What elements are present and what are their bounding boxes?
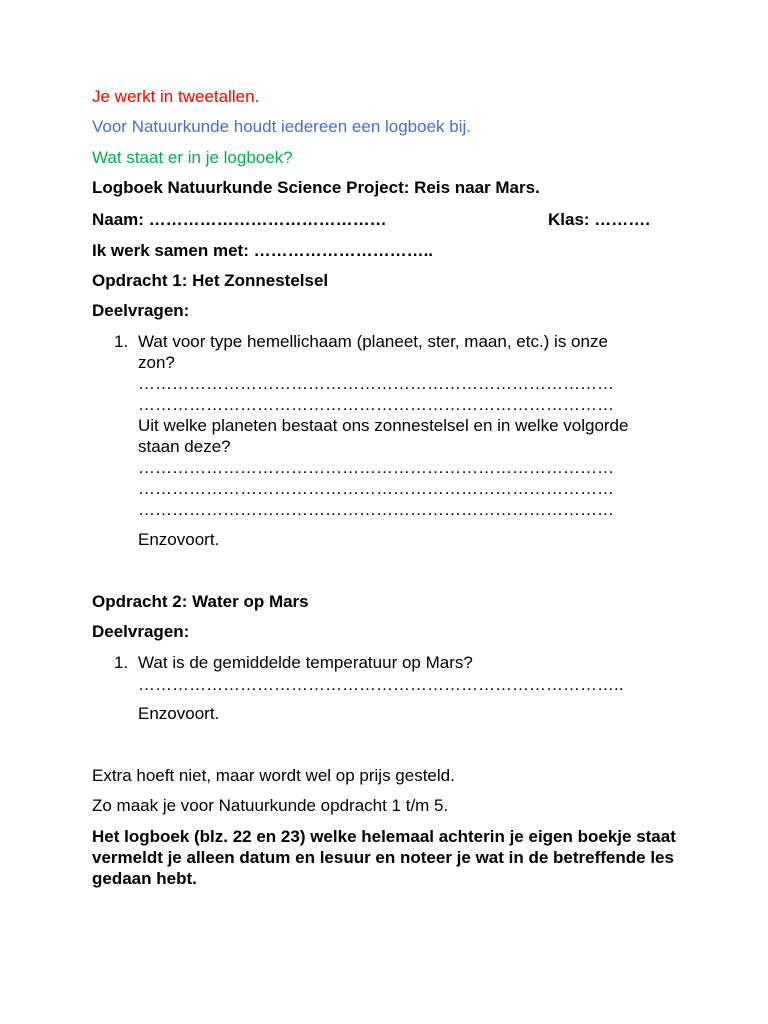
answer-dots-line: ………………………………………………………………………… <box>138 500 614 519</box>
partner-field-label: Ik werk samen met: ………………………….. <box>92 241 434 260</box>
logbook-instructions-paragraph: Het logboek (blz. 22 en 23) welke helemaal achterin je eigen boekje staat vermeldt je alleen datum en lesuur en noteer je wat in de betreffende les gedaan hebt. <box>92 827 676 888</box>
list-number: 1. <box>114 332 129 351</box>
answer-dots-line: ………………………………………………………………………… <box>138 374 614 393</box>
answer-dots-line: ………………………………………………………………………… <box>138 479 614 498</box>
answer-dots-line: ………………………………………………………………………… <box>138 458 614 477</box>
question-1-line-1: Wat voor type hemellichaam (planeet, ster, maan, etc.) is onze <box>138 332 608 351</box>
intro-question-line: Wat staat er in je logboek? <box>92 148 293 167</box>
name-field-label: Naam: …………………………………… <box>92 210 387 229</box>
enzovoort-text: Enzovoort. <box>138 530 220 549</box>
intro-pairs-line: Je werkt in tweetallen. <box>92 87 260 106</box>
assignment-1-heading: Opdracht 1: Het Zonnestelsel <box>92 271 329 290</box>
assignment-2-subquestions-label: Deelvragen: <box>92 622 190 641</box>
question-2-line-1: Uit welke planeten bestaat ons zonnestelsel en in welke volgorde <box>138 416 629 435</box>
class-field-label: Klas: ………. <box>548 210 651 229</box>
assignment-scope-note: Zo maak je voor Natuurkunde opdracht 1 t/m 5. <box>92 796 449 815</box>
question-1-line-2: zon? <box>138 353 175 372</box>
answer-dots-line: ………………………………………………………………………… <box>138 395 614 414</box>
assignment-2-heading: Opdracht 2: Water op Mars <box>92 592 309 611</box>
list-number: 1. <box>114 653 129 672</box>
answer-dots-line: ………………………………………………………………………….. <box>138 675 624 694</box>
intro-logbook-line: Voor Natuurkunde houdt iedereen een logboek bij. <box>92 117 472 136</box>
extra-note: Extra hoeft niet, maar wordt wel op prijs gesteld. <box>92 766 455 785</box>
logbook-title: Logboek Natuurkunde Science Project: Reis naar Mars. <box>92 178 540 197</box>
assignment-1-subquestions-label: Deelvragen: <box>92 301 190 320</box>
enzovoort-text: Enzovoort. <box>138 704 220 723</box>
question-2-line-2: staan deze? <box>138 437 231 456</box>
question-temperature: Wat is de gemiddelde temperatuur op Mars? <box>138 653 473 672</box>
